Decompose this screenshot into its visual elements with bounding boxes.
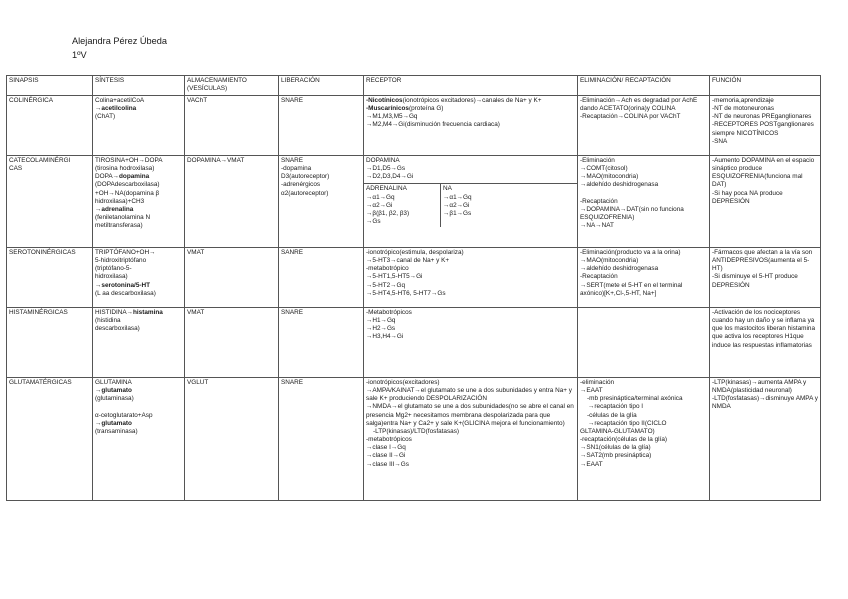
cell-line: NA [443,185,452,193]
cell-line: →recaptación tipo II(CICLO [588,419,667,427]
cell-sintesis [93,96,185,156]
cell-line: α2(autoreceptor) [281,189,329,197]
cell-line: →H2→Gs [366,325,396,333]
cell-line: →COMT(citosol) [580,165,628,173]
cell-almacenamiento [185,308,279,378]
cell-line: →5-HT3→canal de Na+ y K+ [366,257,450,265]
cell-line: -eliminación [580,379,615,386]
cell-line: VGLUT [187,379,209,386]
cell-line: descarboxilasa) [95,325,140,333]
row-catecolaminergicas [7,156,821,248]
cell-almacenamiento [185,96,279,156]
cell-sintesis [93,156,185,248]
cell-line [95,403,182,411]
cell-line: →clase III→Gs [366,460,409,468]
cell-almacenamiento [185,156,279,248]
cell-funcion [710,378,821,501]
col-header: ELIMINACIÓN/ RECAPTACIÓN [578,76,710,96]
cell-line: GLUTAMINA [95,379,132,386]
receptor-dopamina [364,156,577,183]
cell-line: →H1→Gq [366,317,396,325]
cell-line: -Nicotínicos(ionotrópicos excitadores)→canales de Na+ y K+ [366,97,542,104]
cell-line: →aldehído deshidrogenasa [580,181,659,189]
cell-line: -ionotrópicos(excitadores) [366,379,440,386]
cell-line: DOPAMINA [366,157,400,164]
cell-line: -RECEPTORES POSTganglionares siempre NICOTÍNICOS [712,121,814,137]
cell-line: D3(autoreceptor) [281,173,330,181]
cell-line: →H3,H4→Gi [366,333,404,341]
cell-sintesis [93,248,185,308]
cell-line: (glutaminasa) [95,395,134,403]
cell-line: SNARE [281,379,304,386]
cell-line: -Recaptación→COLINA por VAChT [580,113,681,121]
cell-line: SNARE [281,309,304,316]
cell-line: CATECOLAMINÉRGI [9,157,71,164]
col-header: ALMACENAMIENTO (VESÍCULAS) [185,76,279,96]
cell-line: -metabotrópico [366,265,409,273]
cell-line: ESQUIZOFRENIA) [580,214,635,222]
cell-line: -Si hay poca NA produce DEPRESIÓN [712,189,783,205]
cell-eliminacion [578,96,710,156]
cell-line: →5-HT2→Gq [366,281,406,289]
cell-funcion [710,308,821,378]
cell-line: →α2→Gi [443,201,470,209]
cell-line: -Activación de los nociceptores cuando hay un daño y se inflama ya que los mastocitos liberan histamina que activa los receptores H1que induce las respuestas inflamatorias [712,309,816,349]
cell-line: -Fármacos que afectan a la vía son ANTIDEPRESIVOS(aumenta el 5-HT) [712,249,813,273]
cell-line: -Aumento DOPAMINA en el espacio sináptico produce ESQUIZOFRENIA(funciona mal DAT) [712,157,815,189]
cell-line: →Gs [366,218,381,226]
cell-funcion [710,96,821,156]
cell-sintesis [93,378,185,501]
cell-line: →NMDA→el glutamato se une a dos subunidades(no se abre el canal en presencia Mg2+ necesitamos membrana despolarizada para que salga)entra Na+ y Ca2+ y sale K+(GLICINA mejora el funcionamiento) [366,403,574,427]
cell-receptor [364,156,578,248]
cell-liberacion [279,378,364,501]
cell-line: -NT de motoneuronas [712,105,775,113]
col-header: SINAPSIS [7,76,93,96]
cell-line: →MAO(mitocondria) [580,173,639,181]
cell-line: →serotonina/5-HT [95,281,151,289]
cell-line: SNARE [281,157,304,164]
cell-line: (transaminasa) [95,427,138,435]
cell-line: →clase I→Gq [366,444,406,452]
col-header: SÍNTESIS [93,76,185,96]
cell-line: -recaptación(células de la glía) [580,436,668,444]
receptor-subtable [364,183,577,227]
cell-line: -dopamina [281,165,312,173]
cell-line: ADRENALINA [366,185,407,193]
cell-line: (tirosina hodroxilasa) [95,165,155,173]
cell-liberacion [279,96,364,156]
cell-funcion [710,248,821,308]
cell-line: metiltransferasa) [95,222,143,230]
row-glutamatergicas [7,378,821,501]
cell-line: →5-HT4,5-HT6, 5-HT7→Gs [366,289,446,297]
cell-receptor [364,308,578,378]
cell-line: axónico)[K+,Cl-,5-HT, Na+] [580,289,657,297]
receptor-na [441,184,578,227]
cell-line: →acetilcolina [95,105,137,113]
cell-line: 5-hidroxitriptófano [95,257,147,265]
cell-line: GLUTAMATÉRGICAS [9,379,72,386]
cell-line: (DOPAdescarboxilasa) [95,181,160,189]
cell-line: →α2→Gi [366,201,393,209]
cell-line: →glutamato [95,419,132,427]
cell-liberacion [279,248,364,308]
cell-line: →MAO(mitocondria) [580,257,639,265]
cell-line: TIROSINA+OH→DOPA [95,157,163,164]
author-name: Alejandra Pérez Úbeda [72,36,167,46]
cell-sinapsis [7,156,93,248]
cell-line: -metabotrópicos [366,436,412,444]
cell-line: →EAAT [580,387,603,395]
col-header: RECEPTOR [364,76,578,96]
cell-line: SEROTONINÉRGICAS [9,249,76,256]
cell-line: -NT de neuronas PREganglionares [712,113,812,121]
course-label: 1ºV [72,50,87,60]
cell-line: (histidina [95,317,121,325]
cell-line: (L aa descarboxilasa) [95,289,156,297]
cell-line: →M1,M3,M5→Gq [366,113,418,121]
cell-line: COLINÉRGICA [9,97,54,104]
cell-line: →SN1(células de la glía) [580,444,651,452]
cell-line: -SNA [712,137,728,145]
cell-liberacion [279,156,364,248]
cell-line: +OH→NA(dopamina β [95,189,160,197]
cell-sintesis [93,308,185,378]
cell-line: TRIPTÓFANO+OH→ [95,249,156,256]
cell-line: →SAT2(mb presináptica) [580,452,652,460]
cell-line: (feniletanolamina N [95,214,151,222]
cell-line: -Recaptación [580,197,618,205]
cell-almacenamiento [185,378,279,501]
header-row [7,76,821,96]
col-header: LIBERACIÓN [279,76,364,96]
cell-line: α-cetoglutarato+Asp [95,411,153,419]
cell-line [580,190,707,198]
cell-eliminacion [578,378,710,501]
cell-line: Colina+acetilCoA [95,97,145,104]
cell-line: SANRE [281,249,304,256]
cell-line: →glutamato [95,387,132,395]
cell-line: -células de la glía [587,411,637,419]
cell-line: -mb presináptica/terminal axónica [587,395,683,403]
cell-line: -memoria,aprendizaje [712,97,774,104]
cell-funcion [710,156,821,248]
receptor-adrenalina [364,184,441,227]
cell-line: →aldehído deshidrogenasa [580,265,659,273]
cell-line: -ionotrópico(estimula, despolariza) [366,249,464,256]
cell-line: VMAT [187,249,205,256]
cell-line: →D2,D3,D4→Gi [366,173,414,181]
cell-line: -LTP(kinasas)→aumenta AMPA y NMDA(plasticidad neuronal) [712,379,807,395]
cell-liberacion [279,308,364,378]
cell-line: -Muscarínicos(proteína G) [366,105,444,113]
cell-line: GLTAMINA-GLUTAMATO) [580,427,655,435]
cell-line: -Recaptación [580,273,618,281]
cell-eliminacion [578,248,710,308]
cell-line: -Eliminación→Ach es degradad por AchE dando ACETATO(orina)y COLINA [580,97,698,113]
cell-line: →adrenalina [95,205,134,213]
cell-line: →α1→Gq [443,193,472,201]
cell-line: →SERT(mete el 5-HT en el terminal [580,281,683,289]
cell-line: SNARE [281,97,304,104]
cell-line: HISTIDINA→histamina [95,309,163,316]
cell-eliminacion [578,156,710,248]
cell-sinapsis [7,308,93,378]
col-header: FUNCIÓN [710,76,821,96]
cell-line: -LTD(fosfatasas)→disminuye AMPA y NMDA [712,395,818,411]
cell-line: →clase II→Gi [366,452,406,460]
row-histaminergicas [7,308,821,378]
cell-line: VAChT [187,97,208,104]
cell-line: →β(β1, β2, β3) [366,209,410,217]
row-colinergica [7,96,821,156]
cell-line: -Eliminación [580,157,615,164]
cell-sinapsis [7,248,93,308]
cell-line: VMAT [187,309,205,316]
cell-line: hidroxilasa) [95,273,128,281]
cell-line: hidroxilasa)+CH3 [95,197,145,205]
cell-receptor [364,378,578,501]
row-serotoninergicas [7,248,821,308]
cell-line: DOPAMINA→VMAT [187,157,245,164]
cell-sinapsis [7,96,93,156]
cell-line: -Metabotrópicos [366,309,412,316]
cell-line: →5-HT1,5-HT5→Gi [366,273,423,281]
cell-line: -Eliminación(producto va a la orina) [580,249,681,256]
cell-receptor [364,248,578,308]
cell-sinapsis [7,378,93,501]
cell-line: →α1→Gq [366,193,395,201]
cell-line: (triptófano-5- [95,265,132,273]
cell-almacenamiento [185,248,279,308]
cell-receptor [364,96,578,156]
cell-line: (ChAT) [95,113,116,121]
cell-line: DOPA→dopamina [95,173,150,181]
cell-line: →D1,D5→Gs [366,165,406,173]
cell-line: →recaptación tipo I [588,403,644,411]
cell-line: HISTAMINÉRGICAS [9,309,68,316]
cell-line: -LTP(kinasas)/LTD(fosfatasas) [373,427,460,435]
cell-line: CAS [9,165,23,173]
cell-line: →DOPAMINA→DAT(sin no funciona [580,205,684,213]
cell-line: -Si disminuye el 5-HT produce DEPRESIÓN [712,273,798,289]
cell-eliminacion [578,308,710,378]
cell-line: →β1→Gs [443,209,472,217]
cell-line: →M2,M4→Gi(disminución frecuencia cardiaca) [366,121,500,129]
cell-line: →EAAT [580,460,603,468]
cell-line: →AMPA/KAINAT→el glutamato se une a dos subunidades y entra Na+ y sale K+ produciendo DESPOLARIZACIÓN [366,387,572,403]
neurotransmitter-table [6,75,821,501]
cell-line: -adrenérgicos [281,181,321,189]
cell-line: →NA→NAT [580,222,614,230]
